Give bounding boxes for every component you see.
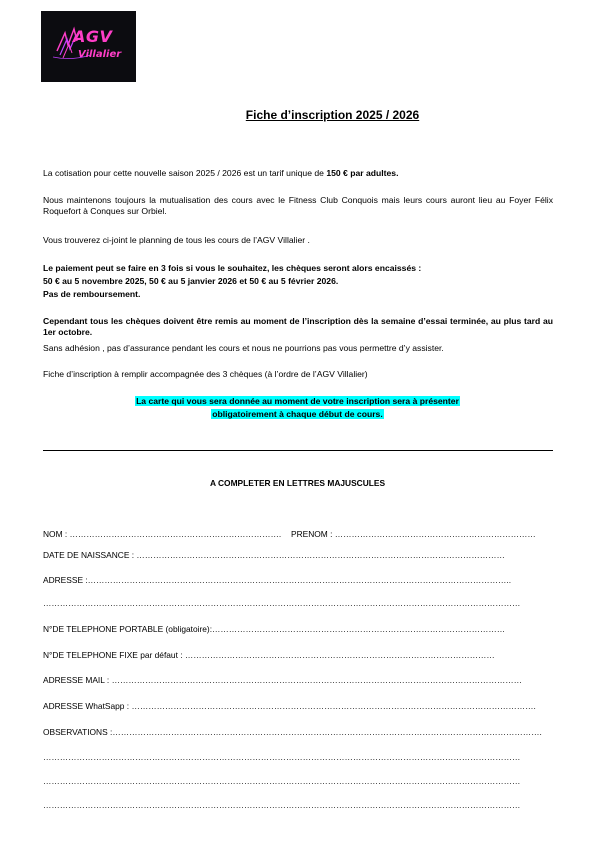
carte-highlight-2: obligatoirement à chaque début de cours. xyxy=(212,409,383,419)
telephone-fixe-field[interactable]: N°DE TELEPHONE FIXE par défaut : ………………………………………………………………………………………………… xyxy=(43,650,495,660)
adresse-whatsapp-field[interactable]: ADRESSE WhatSapp : ………………………………………………………………………………………………………………………………. xyxy=(43,701,536,711)
logo-brand: AGV xyxy=(73,27,113,46)
cotisation-price: 150 € par adultes. xyxy=(326,168,399,178)
adhesion-paragraph: Sans adhésion , pas d’assurance pendant les cours et nous ne pourrions pas vous permettre d’y assister. xyxy=(43,343,444,353)
paiement-line-1: Le paiement peut se faire en 3 fois si vous le souhaitez, les chèques seront alors encaissés : xyxy=(43,263,422,273)
mutualisation-paragraph: Nous maintenons toujours la mutualisation des cours avec le Fitness Club Conquois mais leurs cours auront lieu au Foyer Félix Roquefort à Conques sur Orbiel. xyxy=(43,195,553,216)
section-divider xyxy=(43,450,553,451)
telephone-portable-field[interactable]: N°DE TELEPHONE PORTABLE (obligatoire):…………………………………………………………………………………………… xyxy=(43,624,506,634)
carte-highlight-1: La carte qui vous sera donnée au moment de votre inscription sera à présenter xyxy=(136,396,459,406)
nom-field[interactable]: NOM : …………………………………………………………………. xyxy=(43,529,282,539)
form-heading: A COMPLETER EN LETTRES MAJUSCULES xyxy=(209,478,386,488)
fiche-paragraph: Fiche d’inscription à remplir accompagnée des 3 chèques (à l’ordre de l’AGV Villalier) xyxy=(43,369,368,379)
planning-paragraph: Vous trouverez ci-joint le planning de tous les cours de l’AGV Villalier . xyxy=(43,235,310,245)
adresse-field[interactable]: ADRESSE :…………………………………………………………………………………………………………………………………….. xyxy=(43,575,512,585)
page-title: Fiche d’inscription 2025 / 2026 xyxy=(245,108,420,122)
observations-line-2[interactable]: ……………………………………………………………………………………………………………………………………………………… xyxy=(43,776,521,786)
prenom-field[interactable]: PRENOM : ……………………………………………………………… xyxy=(291,529,536,539)
paiement-line-2: 50 € au 5 novembre 2025, 50 € au 5 janvier 2026 et 50 € au 5 février 2026. xyxy=(43,276,339,286)
cotisation-text: La cotisation pour cette nouvelle saison 2025 / 2026 est un tarif unique de xyxy=(43,168,327,178)
cotisation-paragraph xyxy=(43,168,553,179)
date-naissance-field[interactable]: DATE DE NAISSANCE : …………………………………………………………………………………………………………………… xyxy=(43,550,505,560)
adresse-continuation-field[interactable]: ……………………………………………………………………………………………………………………………………………………… xyxy=(43,598,521,608)
logo-subtitle: Villalier xyxy=(78,49,122,60)
observations-field[interactable]: OBSERVATIONS :………………………………………………………………………………………………………………………………………. xyxy=(43,727,542,737)
paiement-line-3: Pas de remboursement. xyxy=(43,289,141,299)
carte-notice-line-2 xyxy=(0,409,595,420)
agv-logo xyxy=(41,11,136,82)
observations-line-1[interactable]: ……………………………………………………………………………………………………………………………………………………… xyxy=(43,752,521,762)
cheques-paragraph: Cependant tous les chèques doivent être remis au moment de l’inscription dès la semaine d’essai terminée, au plus tard au 1er octobre. xyxy=(43,316,553,337)
observations-line-3[interactable]: ……………………………………………………………………………………………………………………………………………………… xyxy=(43,800,521,810)
adresse-mail-field[interactable]: ADRESSE MAIL : ………………………………………………………………………………………………………………………………… xyxy=(43,675,522,685)
carte-notice-line-1 xyxy=(0,396,595,407)
